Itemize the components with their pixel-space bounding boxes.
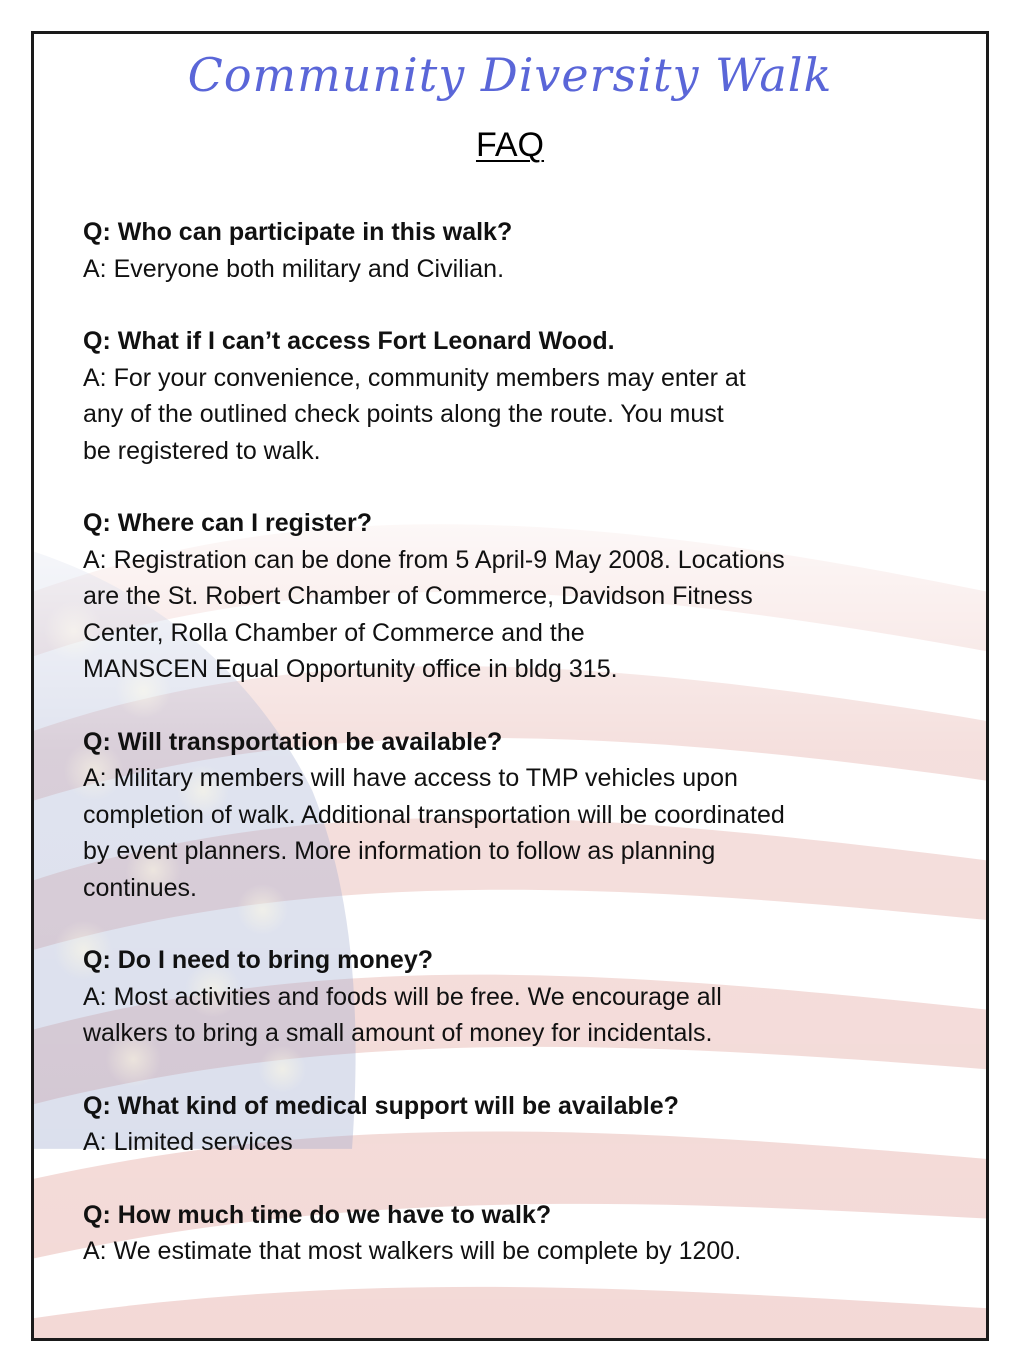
faq-answer: A: Most activities and foods will be free. We encourage all walkers to bring a small amount of money for incidentals. — [83, 982, 722, 1047]
faq-answer: A: Limited services — [83, 1128, 293, 1156]
faq-question: Q: Where can I register? — [83, 509, 372, 537]
faq-question: Q: Who can participate in this walk? — [83, 218, 513, 246]
faq-question: Q: Will transportation be available? — [83, 727, 503, 756]
faq-list — [83, 214, 963, 1306]
faq-item — [83, 724, 963, 907]
faq-answer: A: Everyone both military and Civilian. — [83, 254, 505, 283]
faq-item — [83, 323, 963, 469]
faq-question: Q: What kind of medical support will be available? — [83, 1091, 679, 1120]
page-title: Community Diversity Walk — [187, 48, 833, 102]
faq-content — [34, 34, 986, 1338]
page-subtitle: FAQ — [475, 126, 545, 164]
faq-question: Q: Do I need to bring money? — [83, 946, 433, 974]
faq-item — [83, 1197, 963, 1270]
faq-item — [83, 214, 963, 287]
page-frame — [31, 31, 989, 1341]
faq-answer: A: We estimate that most walkers will be complete by 1200. — [83, 1237, 742, 1265]
faq-question: Q: What if I can’t access Fort Leonard Wood. — [83, 327, 615, 355]
faq-item — [83, 505, 963, 688]
faq-item — [83, 942, 963, 1052]
faq-answer: A: For your convenience, community members may enter at any of the outlined check points along the route. You must be registered to walk. — [83, 363, 746, 465]
faq-answer: A: Registration can be done from 5 April-9 May 2008. Locations are the St. Robert Chamber of Commerce, Davidson Fitness Center, Rolla Chamber of Commerce and the MANSCEN Equal Opportunity office in bldg 315. — [83, 545, 785, 683]
faq-item — [83, 1088, 963, 1161]
faq-question: Q: How much time do we have to walk? — [83, 1200, 552, 1229]
faq-answer: A: Military members will have access to TMP vehicles upon completion of walk. Additional transportation will be coordinated by event planners. More information to follow as planning continues. — [83, 764, 785, 902]
